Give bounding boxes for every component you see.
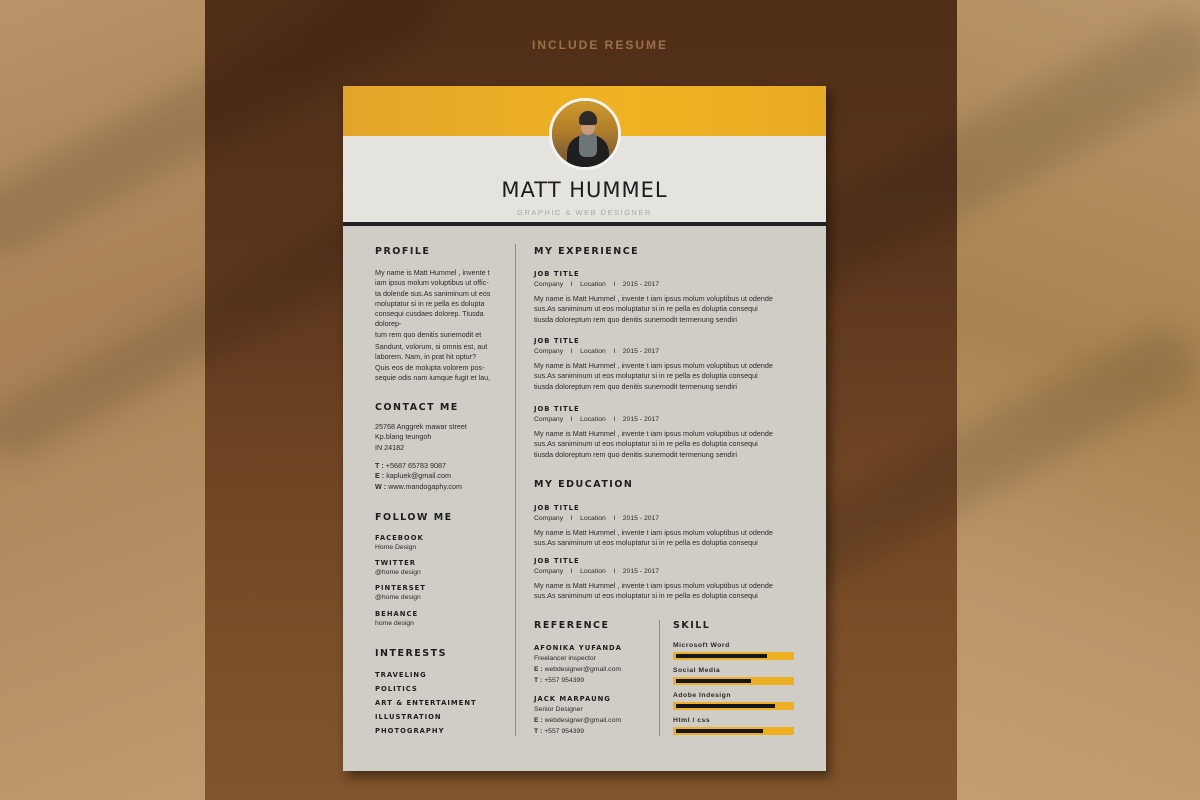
job-meta: Company I Location I 2015 - 2017 [534, 348, 660, 355]
interest-item: ART & ENTERTAIMENT [375, 699, 477, 707]
skill-level [676, 679, 751, 683]
job-meta: Company I Location I 2015 - 2017 [534, 416, 660, 423]
follow-heading: FOLLOW ME [375, 512, 453, 523]
education-desc-line: sus.As saniminum ut eos moluptatur si in re pella es doluptia consequi [534, 538, 758, 548]
skill-bar [673, 702, 794, 710]
skill-heading: SKILL [673, 620, 711, 631]
education-title: JOB TITLE [534, 504, 580, 512]
column-divider [515, 244, 516, 736]
profile-line: moluptatur si in re pella es dolupta [375, 298, 485, 308]
job-desc-line: My name is Matt Hummel , invente t iam ipsus molum voluptibus ut odende [534, 429, 773, 438]
include-resume-banner: INCLUDE RESUME [531, 38, 668, 52]
skill-bar [673, 727, 794, 735]
job-desc-line: tiusda doloreptum rem quo denitis sunemodit termenung sendiri [534, 381, 737, 391]
skill-name: Microsoft Word [673, 642, 730, 649]
profile-line: consequi cusdaes dolorep. Tiusda dolorep- [375, 309, 484, 329]
reference-phone [534, 728, 584, 735]
interest-item: PHOTOGRAPHY [375, 727, 445, 735]
job-title: JOB TITLE [534, 270, 580, 278]
email-value: kapluek@gmail.com [386, 471, 452, 481]
address-line: IN 24182 [375, 442, 405, 452]
phone-value: +557 954399 [544, 728, 585, 735]
profile-text [375, 268, 510, 340]
follow-network: TWITTER [375, 559, 416, 567]
profile-line: Quis eos de molupta volorem pos- [375, 362, 485, 372]
education-title: JOB TITLE [534, 557, 580, 565]
address-line: 25768 Anggrek mawar street [375, 422, 467, 431]
skill-level [676, 654, 767, 658]
interests-heading: INTERESTS [375, 648, 447, 659]
profile-line: laborem. Nam, in prat hit optur? [375, 352, 477, 362]
profile-line: sequie odis nam iumque fugit et lau, [375, 372, 491, 382]
email-value: webdesigner@gmail.com [544, 717, 621, 724]
job-desc-line: My name is Matt Hummel , invente t iam ipsus molum voluptibus ut odende [534, 361, 773, 370]
reference-email [534, 666, 621, 673]
contact-details [375, 461, 510, 492]
phone-label: T : [534, 677, 543, 684]
column-divider-bottom [659, 620, 660, 736]
profile-text-2 [375, 342, 510, 383]
resume-name: MATT HUMMEL [501, 178, 668, 202]
skill-level [676, 704, 775, 708]
skill-bar [673, 652, 794, 660]
job-desc-line: sus.As saniminum ut eos moluptatur si in re pella es doluptia consequi [534, 304, 758, 314]
job-title: JOB TITLE [534, 337, 580, 345]
education-meta: Company I Location I 2015 - 2017 [534, 515, 660, 522]
skill-name: Social Media [673, 667, 721, 674]
phone-label: T : [534, 728, 543, 735]
skill-name: Html / css [673, 717, 711, 724]
contact-web [375, 482, 510, 492]
follow-network: BEHANCE [375, 610, 419, 618]
job-desc-line: sus.As saniminum ut eos moluptatur si in re pella es doluptia consequi [534, 371, 758, 381]
profile-line: tum rem quo denitis sunemodit et [375, 329, 482, 339]
contact-phone [375, 461, 510, 471]
interest-item: TRAVELING [375, 671, 427, 679]
phone-label: T : [375, 461, 384, 470]
profile-line: ta dolende sus.As saniminum ut eos [375, 288, 491, 298]
web-value: www.mandogaphy.com [388, 481, 462, 491]
education-desc-line: My name is Matt Hummel , invente t iam ipsus molum voluptibus ut odende [534, 528, 773, 537]
profile-heading: PROFILE [375, 246, 431, 257]
profile-photo [549, 98, 621, 170]
email-value: webdesigner@gmail.com [544, 666, 621, 673]
background-right [957, 0, 1200, 800]
job-desc-line: My name is Matt Hummel , invente t iam ipsus molum voluptibus ut odende [534, 294, 773, 303]
reference-heading: REFERENCE [534, 620, 610, 631]
follow-handle: Home Design [375, 544, 417, 551]
reference-role: Freelancer inspector [534, 655, 596, 662]
follow-handle: @home design [375, 569, 421, 576]
experience-heading: MY EXPERIENCE [534, 246, 640, 257]
education-heading: MY EDUCATION [534, 479, 634, 490]
header-divider [343, 222, 826, 226]
email-label: E : [534, 717, 543, 724]
address-line: Kp.blang teungoh [375, 432, 432, 442]
job-desc-line: tiusda doloreptum rem quo denitis sunemodit termenung sendiri [534, 314, 737, 324]
job-description [534, 294, 814, 325]
reference-email [534, 717, 621, 724]
follow-network: FACEBOOK [375, 534, 424, 542]
contact-address [375, 422, 510, 453]
interest-item: POLITICS [375, 685, 418, 693]
profile-line: My name is Matt Hummel , invente t [375, 268, 490, 277]
contact-email [375, 471, 510, 481]
reference-phone [534, 677, 584, 684]
web-label: W : [375, 481, 387, 491]
reference-name: JACK MARPAUNG [534, 695, 611, 703]
education-description [534, 528, 814, 549]
follow-handle: home design [375, 620, 414, 627]
reference-role: Senior Designer [534, 706, 583, 713]
skill-name: Adobe Indesign [673, 692, 731, 699]
profile-line: iam ipsus molum voluptibus ut offic- [375, 278, 489, 288]
job-meta: Company I Location I 2015 - 2017 [534, 281, 660, 288]
phone-value: +557 954399 [544, 677, 585, 684]
follow-network: PINTERSET [375, 584, 426, 592]
education-description [534, 581, 814, 602]
job-description [534, 429, 814, 460]
education-desc-line: My name is Matt Hummel , invente t iam ipsus molum voluptibus ut odende [534, 581, 773, 590]
resume-page [343, 86, 826, 771]
job-desc-line: tiusda doloreptum rem quo denitis sunemodit termenung sendiri [534, 449, 737, 459]
skill-bar [673, 677, 794, 685]
phone-value: +5687 65783 9087 [385, 461, 446, 470]
job-title: JOB TITLE [534, 405, 580, 413]
email-label: E : [375, 471, 385, 481]
profile-line: Sandunt, volorum, si omnis est, aut [375, 342, 488, 351]
resume-job-title: GRAPHIC & WEB DESIGNER [517, 208, 652, 217]
contact-heading: CONTACT ME [375, 402, 459, 413]
follow-handle: @home design [375, 594, 421, 601]
education-meta: Company I Location I 2015 - 2017 [534, 568, 660, 575]
reference-name: AFONIKA YUFANDA [534, 644, 622, 652]
skill-level [676, 729, 763, 733]
background-left [0, 0, 205, 800]
job-desc-line: sus.As saniminum ut eos moluptatur si in re pella es doluptia consequi [534, 439, 758, 449]
education-desc-line: sus.As saniminum ut eos moluptatur si in re pella es doluptia consequi [534, 591, 758, 601]
interest-item: ILLUSTRATION [375, 713, 442, 721]
job-description [534, 361, 814, 392]
email-label: E : [534, 666, 543, 673]
